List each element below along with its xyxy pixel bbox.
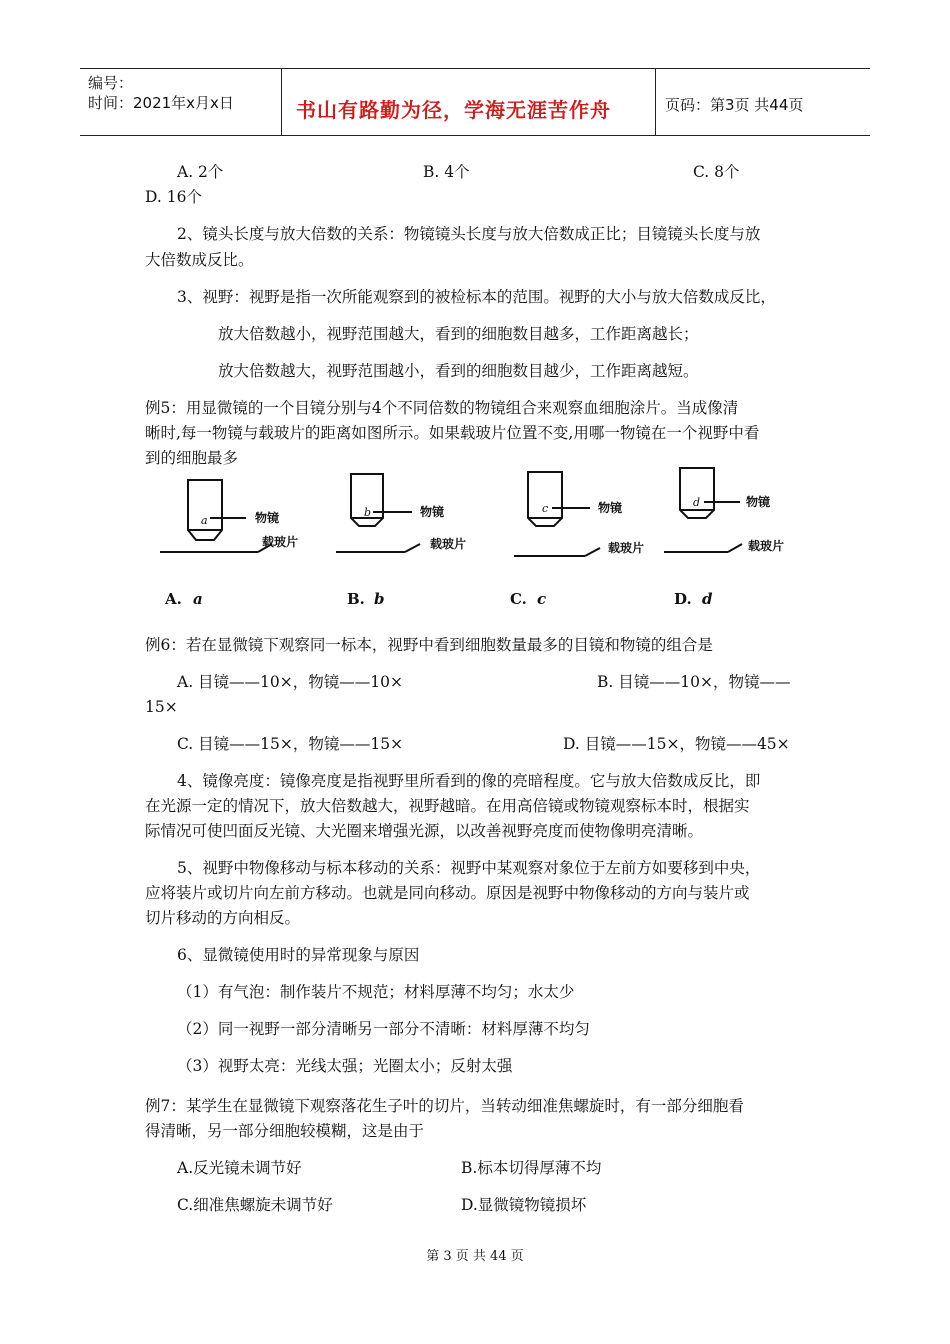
header-bottom-rule xyxy=(80,135,870,136)
lens-letter-b: b xyxy=(364,506,372,519)
objective-distance-figure xyxy=(0,460,950,620)
q4-option-a: A. 2个 xyxy=(177,163,224,181)
example-6-question: 例6：若在显微镜下观察同一标本，视野中看到细胞数量最多的目镜和物镜的组合是 xyxy=(145,636,713,654)
section-3-line-3: 放大倍数越大，视野范围越小，看到的细胞数目越少，工作距离越短。 xyxy=(218,362,699,380)
objective-label-d: 物镜 xyxy=(746,495,771,509)
header-motto: 书山有路勤为径，学海无涯苦作舟 xyxy=(296,98,611,122)
q4-option-c: C. 8个 xyxy=(693,163,740,181)
figure-option-d-letter: D. xyxy=(674,590,692,608)
header-top-rule xyxy=(80,68,870,69)
figure-option-b-var: b xyxy=(374,590,385,608)
header-page-label: 页码：第3页 共44页 xyxy=(665,96,804,114)
figure-option-a-var: a xyxy=(193,590,203,608)
example-5-line-3: 到的细胞最多 xyxy=(145,449,239,467)
q4-option-b: B. 4个 xyxy=(423,163,470,181)
example-6-option-c: C. 目镜——15×，物镜——15× xyxy=(177,735,404,753)
figure-option-a-letter: A. xyxy=(165,590,182,608)
example-7-option-b: B.标本切得厚薄不均 xyxy=(461,1159,602,1177)
example-6-option-d: D. 目镜——15×，物镜——45× xyxy=(563,735,790,753)
objective-label-c: 物镜 xyxy=(598,501,623,515)
lens-letter-d: d xyxy=(693,496,701,509)
footer-page-number: 第 3 页 共 44 页 xyxy=(426,1249,524,1264)
slide-label-d: 载玻片 xyxy=(748,539,785,553)
figure-option-d-var: d xyxy=(702,590,713,608)
section-4-line-2: 在光源一定的情况下，放大倍数越大，视野越暗。在用高倍镜或物镜观察标本时，根据实 xyxy=(145,797,750,815)
section-6-heading: 6、显微镜使用时的异常现象与原因 xyxy=(177,946,420,964)
figure-option-c-var: c xyxy=(537,590,547,608)
slide-label-c: 载玻片 xyxy=(608,541,645,555)
example-7-line-2: 得清晰，另一部分细胞较模糊，这是由于 xyxy=(145,1122,425,1140)
page-footer xyxy=(0,1245,950,1264)
lens-letter-c: c xyxy=(542,502,549,515)
section-2-line-2: 大倍数成反比。 xyxy=(145,251,254,269)
slide-label-b: 载玻片 xyxy=(430,537,467,551)
q4-option-d: D. 16个 xyxy=(145,188,202,206)
section-3-line-1: 3、视野：视野是指一次所能观察到的被检标本的范围。视野的大小与放大倍数成反比， xyxy=(177,288,776,306)
objective-label-b: 物镜 xyxy=(420,505,445,519)
section-6-item-2: （2）同一视野一部分清晰另一部分不清晰：材料厚薄不均匀 xyxy=(177,1020,590,1038)
document-number-label: 编号： xyxy=(88,74,134,92)
example-5-line-2: 晰时,每一物镜与载玻片的距离如图所示。如果载玻片位置不变,用哪一物镜在一个视野中看 xyxy=(145,424,760,442)
section-5-line-1: 5、视野中物像移动与标本移动的关系：视野中某观察对象位于左前方如要移到中央， xyxy=(177,859,761,877)
objective-label-a: 物镜 xyxy=(255,511,280,525)
section-3-line-2: 放大倍数越小，视野范围越大，看到的细胞数目越多，工作距离越长； xyxy=(218,325,699,343)
example-7-option-a: A.反光镜未调节好 xyxy=(177,1159,302,1177)
example-5-line-1: 例5：用显微镜的一个目镜分别与4个不同倍数的物镜组合来观察血细胞涂片。当成像清 xyxy=(145,399,739,417)
section-4-line-1: 4、镜像亮度：镜像亮度是指视野里所看到的像的亮暗程度。它与放大倍数成反比，即 xyxy=(177,772,761,790)
example-7-option-d: D.显微镜物镜损坏 xyxy=(461,1196,587,1214)
example-7-line-1: 例7：某学生在显微镜下观察落花生子叶的切片，当转动细准焦螺旋时，有一部分细胞看 xyxy=(145,1097,744,1115)
figure-option-c-letter: C. xyxy=(510,590,527,608)
figure-option-b-letter: B. xyxy=(347,590,365,608)
section-6-item-1: （1）有气泡：制作装片不规范；材料厚薄不均匀；水太少 xyxy=(177,983,575,1001)
lens-letter-a: a xyxy=(201,514,208,527)
document-time-label: 时间：2021年x月x日 xyxy=(88,94,234,112)
example-6-option-a: A. 目镜——10×，物镜——10× xyxy=(177,673,403,691)
section-5-line-3: 切片移动的方向相反。 xyxy=(145,909,301,927)
section-6-item-3: （3）视野太亮：光线太强；光圈太小；反射太强 xyxy=(177,1057,513,1075)
section-4-line-3: 际情况可使凹面反光镜、大光圈来增强光源，以改善视野亮度而使物像明亮清晰。 xyxy=(145,822,704,840)
header-divider-right xyxy=(655,68,656,135)
example-6-option-b: B. 目镜——10×，物镜—— xyxy=(597,673,791,691)
slide-label-a: 载玻片 xyxy=(262,535,299,549)
example-7-option-c: C.细准焦螺旋未调节好 xyxy=(177,1196,333,1214)
example-6-option-b-wrap: 15× xyxy=(145,698,178,716)
section-5-line-2: 应将装片或切片向左前方移动。也就是同向移动。原因是视野中物像移动的方向与装片或 xyxy=(145,884,750,902)
section-2-line-1: 2、镜头长度与放大倍数的关系：物镜镜头长度与放大倍数成正比；目镜镜头长度与放 xyxy=(177,225,761,243)
header-divider-left xyxy=(281,68,282,135)
